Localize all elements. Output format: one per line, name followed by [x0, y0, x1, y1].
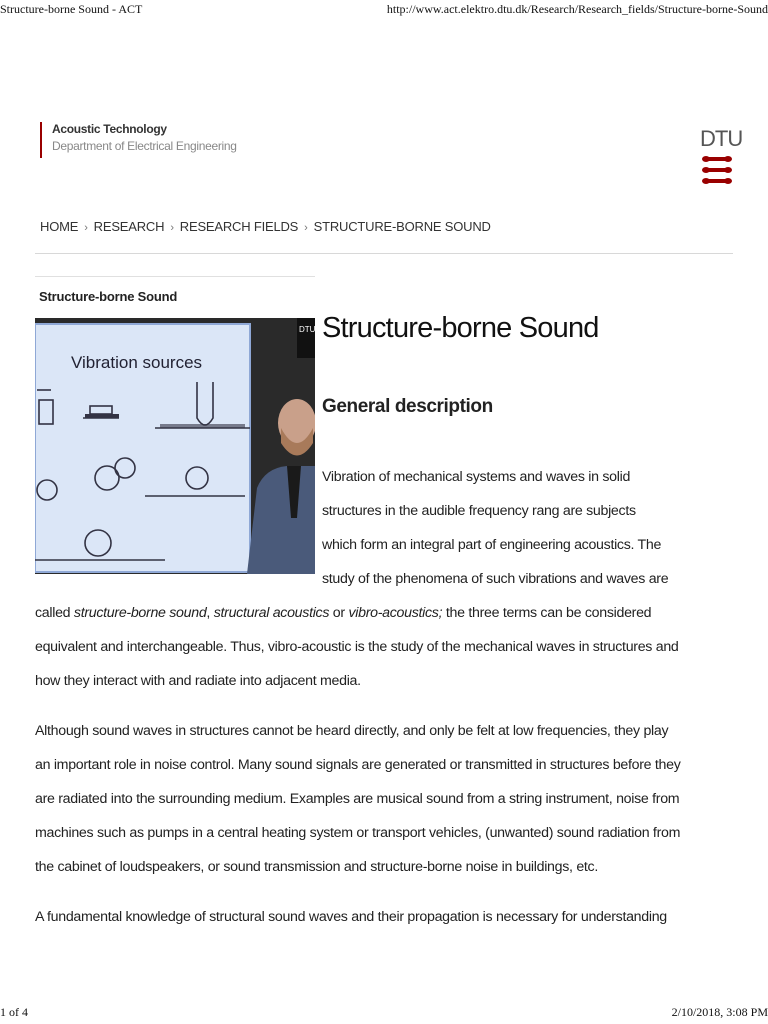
print-page-number: 1 of 4 — [0, 1005, 28, 1019]
department-title: Acoustic Technology — [52, 122, 167, 136]
breadcrumb-current[interactable]: STRUCTURE-BORNE SOUND — [313, 219, 491, 234]
dtu-logo[interactable] — [700, 126, 743, 207]
breadcrumb-research-fields[interactable]: RESEARCH FIELDS — [179, 219, 299, 234]
dtu-logo-text: DTU — [700, 126, 743, 151]
print-url: http://www.act.elektro.dtu.dk/Research/Research_fields/Structure-borne-Sound — [386, 2, 768, 16]
department-subtitle: Department of Electrical Engineering — [52, 139, 237, 153]
paragraph-line: an important role in noise control. Many sound signals are generated or transmitted in structures before they — [35, 757, 681, 773]
body-paragraph — [35, 900, 725, 934]
paragraph-line: called structure-borne sound, structural acoustics or vibro-acoustics; the three terms can be considered — [35, 605, 652, 621]
paragraph-line: structures in the audible frequency rang are subjects — [322, 503, 636, 519]
print-page-title: Structure-borne Sound - ACT — [0, 2, 143, 16]
term-vibro-acoustics: vibro-acoustics; — [348, 605, 443, 621]
paragraph-line: the cabinet of loudspeakers, or sound transmission and structure-borne noise in buildings, etc. — [35, 859, 598, 875]
dtu-logo-icon — [700, 151, 736, 195]
print-footer — [0, 1006, 768, 1024]
paragraph-line: which form an integral part of engineering acoustics. The — [322, 537, 662, 553]
paragraph-line: Although sound waves in structures cannot be heard directly, and only be felt at low frequencies, they play — [35, 723, 669, 739]
video-channel-logo: DTU — [299, 325, 315, 334]
header-divider — [35, 253, 733, 254]
body-paragraph — [35, 714, 725, 884]
paragraph-line: how they interact with and radiate into adjacent media. — [35, 673, 361, 689]
video-frame-illustration — [35, 318, 315, 574]
video-sidebox — [35, 276, 315, 577]
term-structure-borne-sound: structure-borne sound — [73, 605, 207, 621]
slide-title: Vibration sources — [71, 353, 203, 372]
intro-paragraph — [322, 460, 682, 596]
paragraph-line: study of the phenomena of such vibrations and waves are — [322, 571, 669, 587]
department-logo[interactable] — [40, 122, 237, 158]
term-structural-acoustics: structural acoustics — [213, 605, 330, 621]
chevron-right-icon: › — [170, 222, 174, 234]
paragraph-line: equivalent and interchangeable. Thus, vibro-acoustic is the study of the mechanical waves in structures and — [35, 639, 679, 655]
page-title: Structure-borne Sound — [322, 312, 599, 344]
breadcrumb — [40, 219, 491, 234]
print-header — [0, 0, 768, 18]
lecture-video[interactable] — [35, 318, 315, 574]
breadcrumb-research[interactable]: RESEARCH — [93, 219, 165, 234]
sidebox-title: Structure-borne Sound — [39, 289, 178, 304]
section-heading: General description — [322, 396, 493, 417]
chevron-right-icon: › — [84, 222, 88, 234]
print-datetime: 2/10/2018, 3:08 PM — [671, 1005, 768, 1019]
paragraph-line: Vibration of mechanical systems and waves in solid — [322, 469, 631, 485]
chevron-right-icon: › — [304, 222, 308, 234]
paragraph-line: A fundamental knowledge of structural sound waves and their propagation is necessary for understanding — [35, 909, 667, 925]
paragraph-line: are radiated into the surrounding medium. Examples are musical sound from a string instrument, noise from — [35, 791, 680, 807]
breadcrumb-home[interactable]: HOME — [40, 219, 79, 234]
intro-paragraph-continued — [35, 596, 725, 698]
paragraph-line: machines such as pumps in a central heating system or transport vehicles, (unwanted) sound radiation from — [35, 825, 681, 841]
